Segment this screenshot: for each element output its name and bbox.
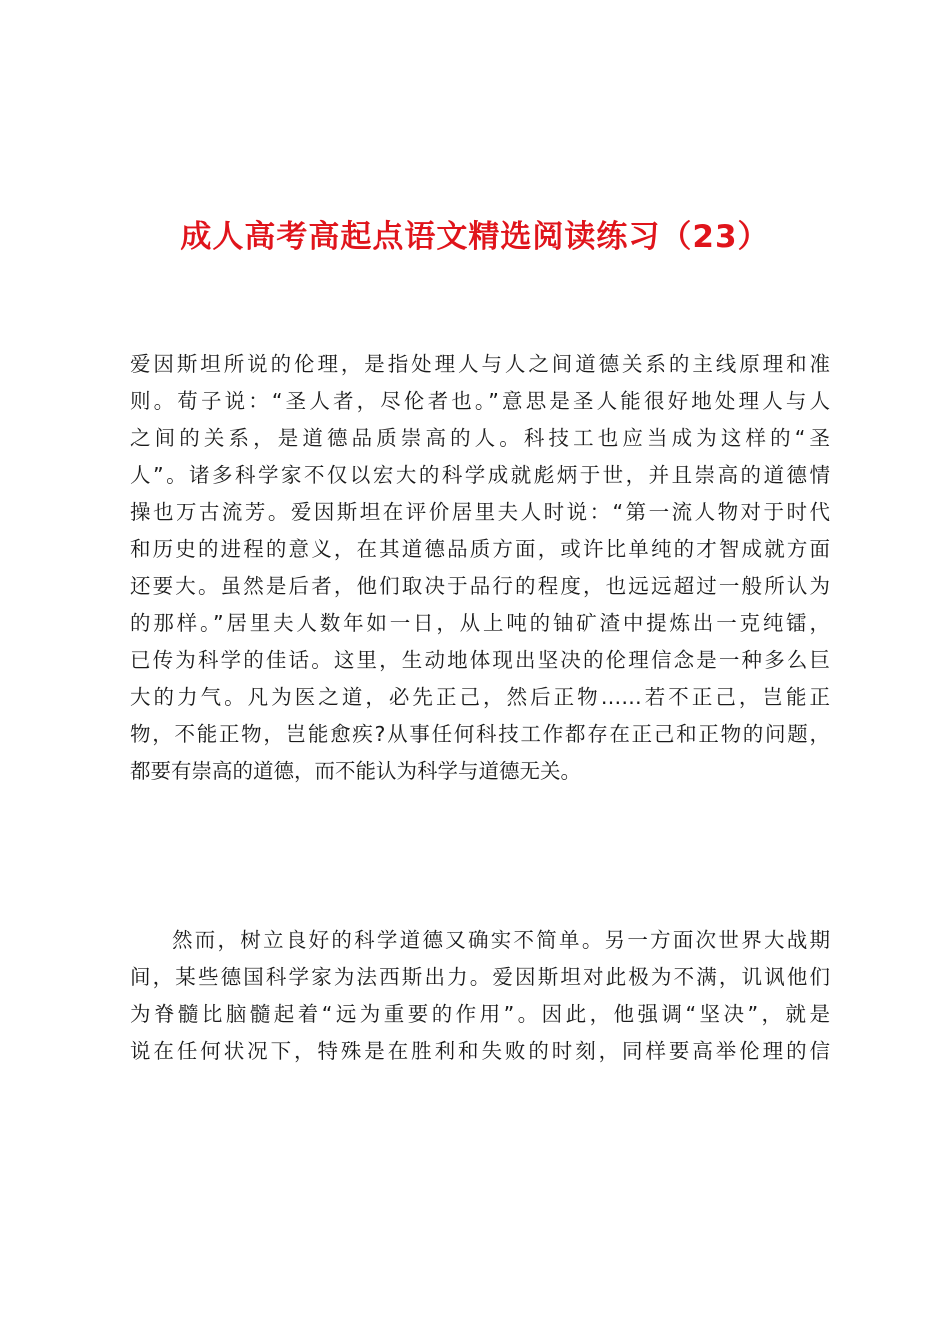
paragraph-line: 间，某些德国科学家为法西斯出力。爱因斯坦对此极为不满，讥讽他们	[130, 965, 830, 989]
paragraph-line: 的那样。”居里夫人数年如一日，从上吨的铀矿渣中提炼出一克纯镭，	[130, 611, 830, 635]
document-title: 成人高考高起点语文精选阅读练习（23）	[180, 219, 770, 255]
paragraph-line: 为脊髓比脑髓起着“远为重要的作用”。因此，他强调“坚决”，就是	[130, 1002, 830, 1026]
paragraph-line: 人”。诸多科学家不仅以宏大的科学成就彪炳于世，并且崇高的道德情	[130, 463, 830, 487]
paragraph-line: 爱因斯坦所说的伦理，是指处理人与人之间道德关系的主线原理和准	[130, 352, 830, 376]
paragraph-line: 操也万古流芳。爱因斯坦在评价居里夫人时说：“第一流人物对于时代	[130, 500, 830, 524]
paragraph-line: 都要有崇高的道德，而不能认为科学与道德无关。	[130, 759, 581, 783]
paragraph-line: 然而，树立良好的科学道德又确实不简单。另一方面次世界大战期	[172, 928, 830, 952]
paragraph-line: 说在任何状况下，特殊是在胜利和失败的时刻，同样要高举伦理的信	[130, 1039, 830, 1063]
paragraph-2	[130, 922, 830, 1070]
paragraph-line: 大的力气。凡为医之道，必先正己，然后正物……若不正己，岂能正	[130, 685, 830, 709]
paragraph-line: 和历史的进程的意义，在其道德品质方面，或许比单纯的才智成就方面	[130, 537, 830, 561]
paragraph-line: 物，不能正物，岂能愈疾?从事任何科技工作都存在正己和正物的问题，	[130, 722, 830, 746]
paragraph-1	[130, 346, 830, 790]
paragraph-line: 还要大。虽然是后者，他们取决于品行的程度，也远远超过一般所认为	[130, 574, 830, 598]
paragraph-line: 已传为科学的佳话。这里，生动地体现出坚决的伦理信念是一种多么巨	[130, 648, 830, 672]
paragraph-line: 之间的关系，是道德品质崇高的人。科技工也应当成为这样的“圣	[130, 426, 830, 450]
paragraph-line: 则。荀子说：“圣人者，尽伦者也。”意思是圣人能很好地处理人与人	[130, 389, 830, 413]
